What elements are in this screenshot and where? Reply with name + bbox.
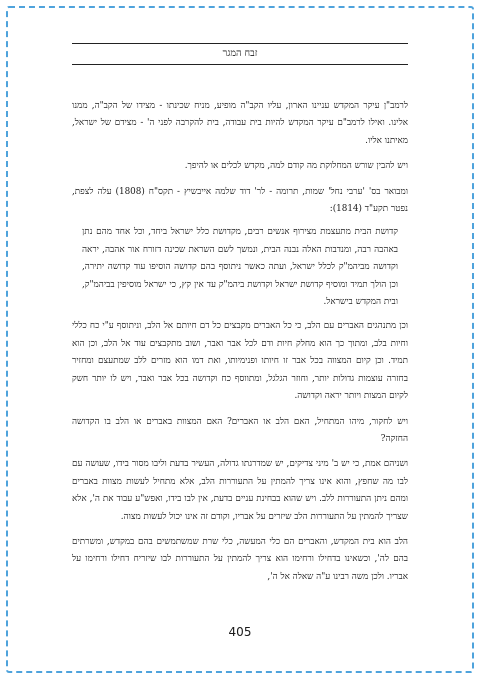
paragraph-1: לרמב"ן עיקר המקדש עניינו הארון, עליו הקב"ה מופיע, מניח שכינתו - מצידו של הקב"ה, ממנו אלינו. ואילו לרמב"ם עיקר המקדש להיות בית עבודה, בית להקרבה לפני ה' - מצידם של ישראל, מאיתנו אליו. [72,101,408,146]
paragraph-3: וכן מתנהגים האברים עם הלב, כי כל האברים מקבצים כל דם חיותם אל הלב, וניתוסף ע"י כח כללי וחיות בלב, ומתוך כך הוא מחלק חיות ודם לכל אבר ואבר, ושוב מתקבצים עוד אל הלב, וכן הוא תמיד. וכן קיום המצווה בכל אבר זו חיותו ופנימיותו, ואת דמו הוא מזרים ללב שמתעצם ומחזיר בחזרה עוצמות גדולות יותר, וחוזר הגלגל, ומתווסף כח וקדושה בכל אבר ואבר, ויש לו יותר חשק לקיום המצות ויותר יראה וקדושה. [72,321,408,402]
header-rule-bottom [72,64,408,65]
header-rule-top [72,43,408,44]
paragraph-4: ויש לחקור, מיהו המתחיל, האם הלב או האברים? האם המצוות באברים או הלב בו הקדושה החזקה? [72,416,408,444]
page-body [72,98,408,594]
citation-intro: ומבואר בס' 'ערבי נחל' שמות, תרומה - לר' דוד שלמה אייבשיץ - תקס"ח (1808) עלה לצפת, נפטר תקע"ד (1814): [72,186,409,215]
page-number: 405 [228,625,252,639]
paragraph-2: ויש להבין שורש המחלוקת מה קודם למה, מקדש לכלים או להיפך. [184,161,408,172]
paragraph-5: ושניהם אמת, כי יש ב' מיני צדיקים, יש שמדרגתו גדולה, העשיר בדעת וליבו מסור בידו, שעושה עם לבו מה שחפץ, והוא אינו צריך להמתין על התעוררות הלב, אלא מתחיל לעשות מצוות באברים ומהם ניתן התעוררות ללב. ויש שהוא בבחינת עניים בדעת, אין לבו בידו, ואפש"ע עבוד את ה', אלא שצריך להמתין על התעוררות הלב שיזרים על אבריו, וקודם זה אינו יכול לעשות מצוה. [72,459,408,522]
running-header: זבח המגר [222,48,258,59]
block-quote: קדושת הבית מתעצמת מצירוף אנשים רבים, מקדושת כלל ישראל ביחד, וכל אחד מהם נתן באהבה רבה, ומנדבות האלה נבנה הבית, ונמשך לשם השראת שכינה דזורח אור אהבה, יראה וקדושה מביהמ"ק לכלל ישראל, ועתה כאשר ניתוסף בהם קדושה הוסיפו עוד קדושה יתירה, וכן הולך תמיד ומוסיף קדושת ישראל וקדושת ביהמ"ק עד אין קץ, כי ישראל מוסיפין בביהמ"ק, ובית המקדש בישראל. [82,227,398,308]
paragraph-6: הלב הוא בית המקדש, והאברים הם כלי המעשה, כלי שרת שמשתמשים בהם במקדש, ומשרתים בהם לה', וכשאינו בדחילו ורחימו הוא צריך להמתין על התעוררות לבו שיזריח דחילו ורחימו על אבריו. ולכן משה רבינו ע"ה שאלה אל ה', [72,536,408,582]
